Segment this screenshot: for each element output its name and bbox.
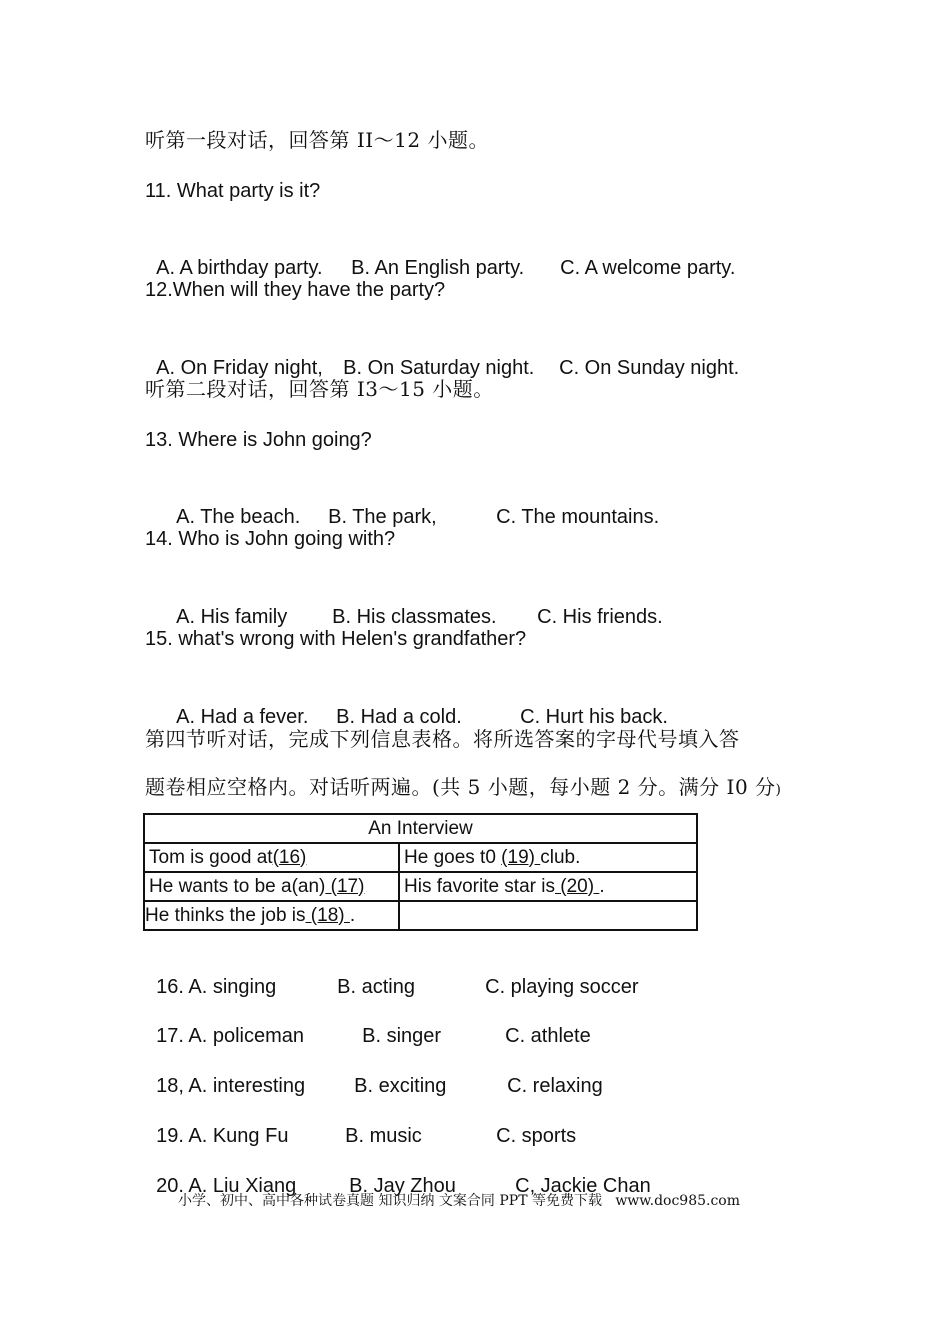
section-2-instruction: 听第二段对话，回答第 I3～15 小题。	[145, 377, 494, 401]
option-a: A. His family	[176, 606, 288, 628]
table-cell-18	[144, 901, 399, 930]
option-a: A. The beach.	[176, 506, 301, 528]
option-a: 16. A. singing	[156, 976, 277, 998]
section-1-instruction: 听第一段对话，回答第 II～12 小题。	[145, 128, 489, 152]
question-12-options	[145, 326, 739, 382]
table-cell-empty	[399, 901, 697, 930]
cell-text: Tom is good at	[149, 846, 273, 868]
option-b: B. Jay Zhou	[349, 1175, 456, 1197]
question-15-options	[165, 675, 668, 731]
option-c: C. The mountains.	[496, 506, 660, 528]
table-title: An Interview	[144, 814, 697, 843]
option-c: C. sports	[496, 1125, 577, 1147]
cell-text-end: club.	[540, 846, 581, 868]
cell-text: He wants to be a(an)	[149, 875, 326, 897]
question-11: 11. What party is it?	[145, 180, 321, 202]
question-19-options	[145, 1094, 576, 1150]
cell-text: He thinks the job is	[145, 904, 306, 926]
option-b: B. On Saturday night.	[343, 357, 535, 379]
page-footer: 小学、初中、高中各种试卷真题 知识归纳 文案合同 PPT 等免费下载 www.doc985.com	[178, 1193, 741, 1209]
option-c: C. relaxing	[507, 1075, 603, 1097]
option-b: B. music	[345, 1125, 422, 1147]
option-c: C. A welcome party.	[560, 257, 736, 279]
option-b: B. exciting	[354, 1075, 447, 1097]
blank-18: (18)	[305, 904, 350, 926]
question-17-options	[145, 994, 591, 1050]
question-14: 14. Who is John going with?	[145, 528, 396, 550]
option-b: B. Had a cold.	[336, 706, 462, 728]
blank-16: (16)	[272, 846, 307, 868]
table-cell-16	[144, 843, 399, 872]
option-c: C, Jackie Chan	[515, 1175, 651, 1197]
question-11-options	[145, 226, 735, 282]
option-a: A. Had a fever.	[176, 706, 309, 728]
option-b: B. An English party.	[351, 257, 525, 279]
option-a: 19. A. Kung Fu	[156, 1125, 289, 1147]
question-15: 15. what's wrong with Helen's grandfather?	[145, 628, 527, 650]
cell-text-end: .	[349, 904, 356, 926]
cell-text: He goes t0	[404, 846, 502, 868]
question-18-options	[145, 1044, 603, 1100]
blank-17: (17)	[325, 875, 365, 897]
option-c: C. Hurt his back.	[520, 706, 668, 728]
table-cell-19	[399, 843, 697, 872]
closing-paren: )	[775, 782, 782, 798]
question-12: 12.When will they have the party?	[145, 279, 446, 301]
interview-table	[143, 813, 698, 931]
option-a: 17. A. policeman	[156, 1025, 304, 1047]
option-c: C. His friends.	[537, 606, 663, 628]
option-a: A. On Friday night,	[156, 357, 323, 379]
table-cell-20	[399, 872, 697, 901]
blank-20: (20)	[554, 875, 600, 897]
option-b: B. His classmates.	[332, 606, 497, 628]
table-cell-17	[144, 872, 399, 901]
option-a: 18, A. interesting	[156, 1075, 306, 1097]
question-13: 13. Where is John going?	[145, 429, 372, 451]
option-b: B. singer	[362, 1025, 442, 1047]
option-a: A. A birthday party.	[156, 257, 323, 279]
blank-19: (19)	[501, 846, 541, 868]
section-4-instruction-line-2	[145, 773, 782, 804]
option-c: C. playing soccer	[485, 976, 639, 998]
option-a: 20. A. Liu Xiang	[156, 1175, 297, 1197]
option-c: C. athlete	[505, 1025, 591, 1047]
question-13-options	[165, 475, 659, 531]
section-4-instruction-line-1: 第四节听对话，完成下列信息表格。将所选答案的字母代号填入答	[145, 727, 740, 751]
option-c: C. On Sunday night.	[559, 357, 740, 379]
instruction-text: 题卷相应空格内。对话听两遍。(共 5 小题，每小题 2 分。满分 I0 分	[145, 775, 776, 799]
option-b: B. The park,	[328, 506, 437, 528]
option-b: B. acting	[337, 976, 415, 998]
cell-text: His favorite star is	[404, 875, 555, 897]
cell-text-end: .	[599, 875, 605, 897]
question-16-options	[145, 945, 639, 1001]
question-14-options	[165, 575, 663, 631]
